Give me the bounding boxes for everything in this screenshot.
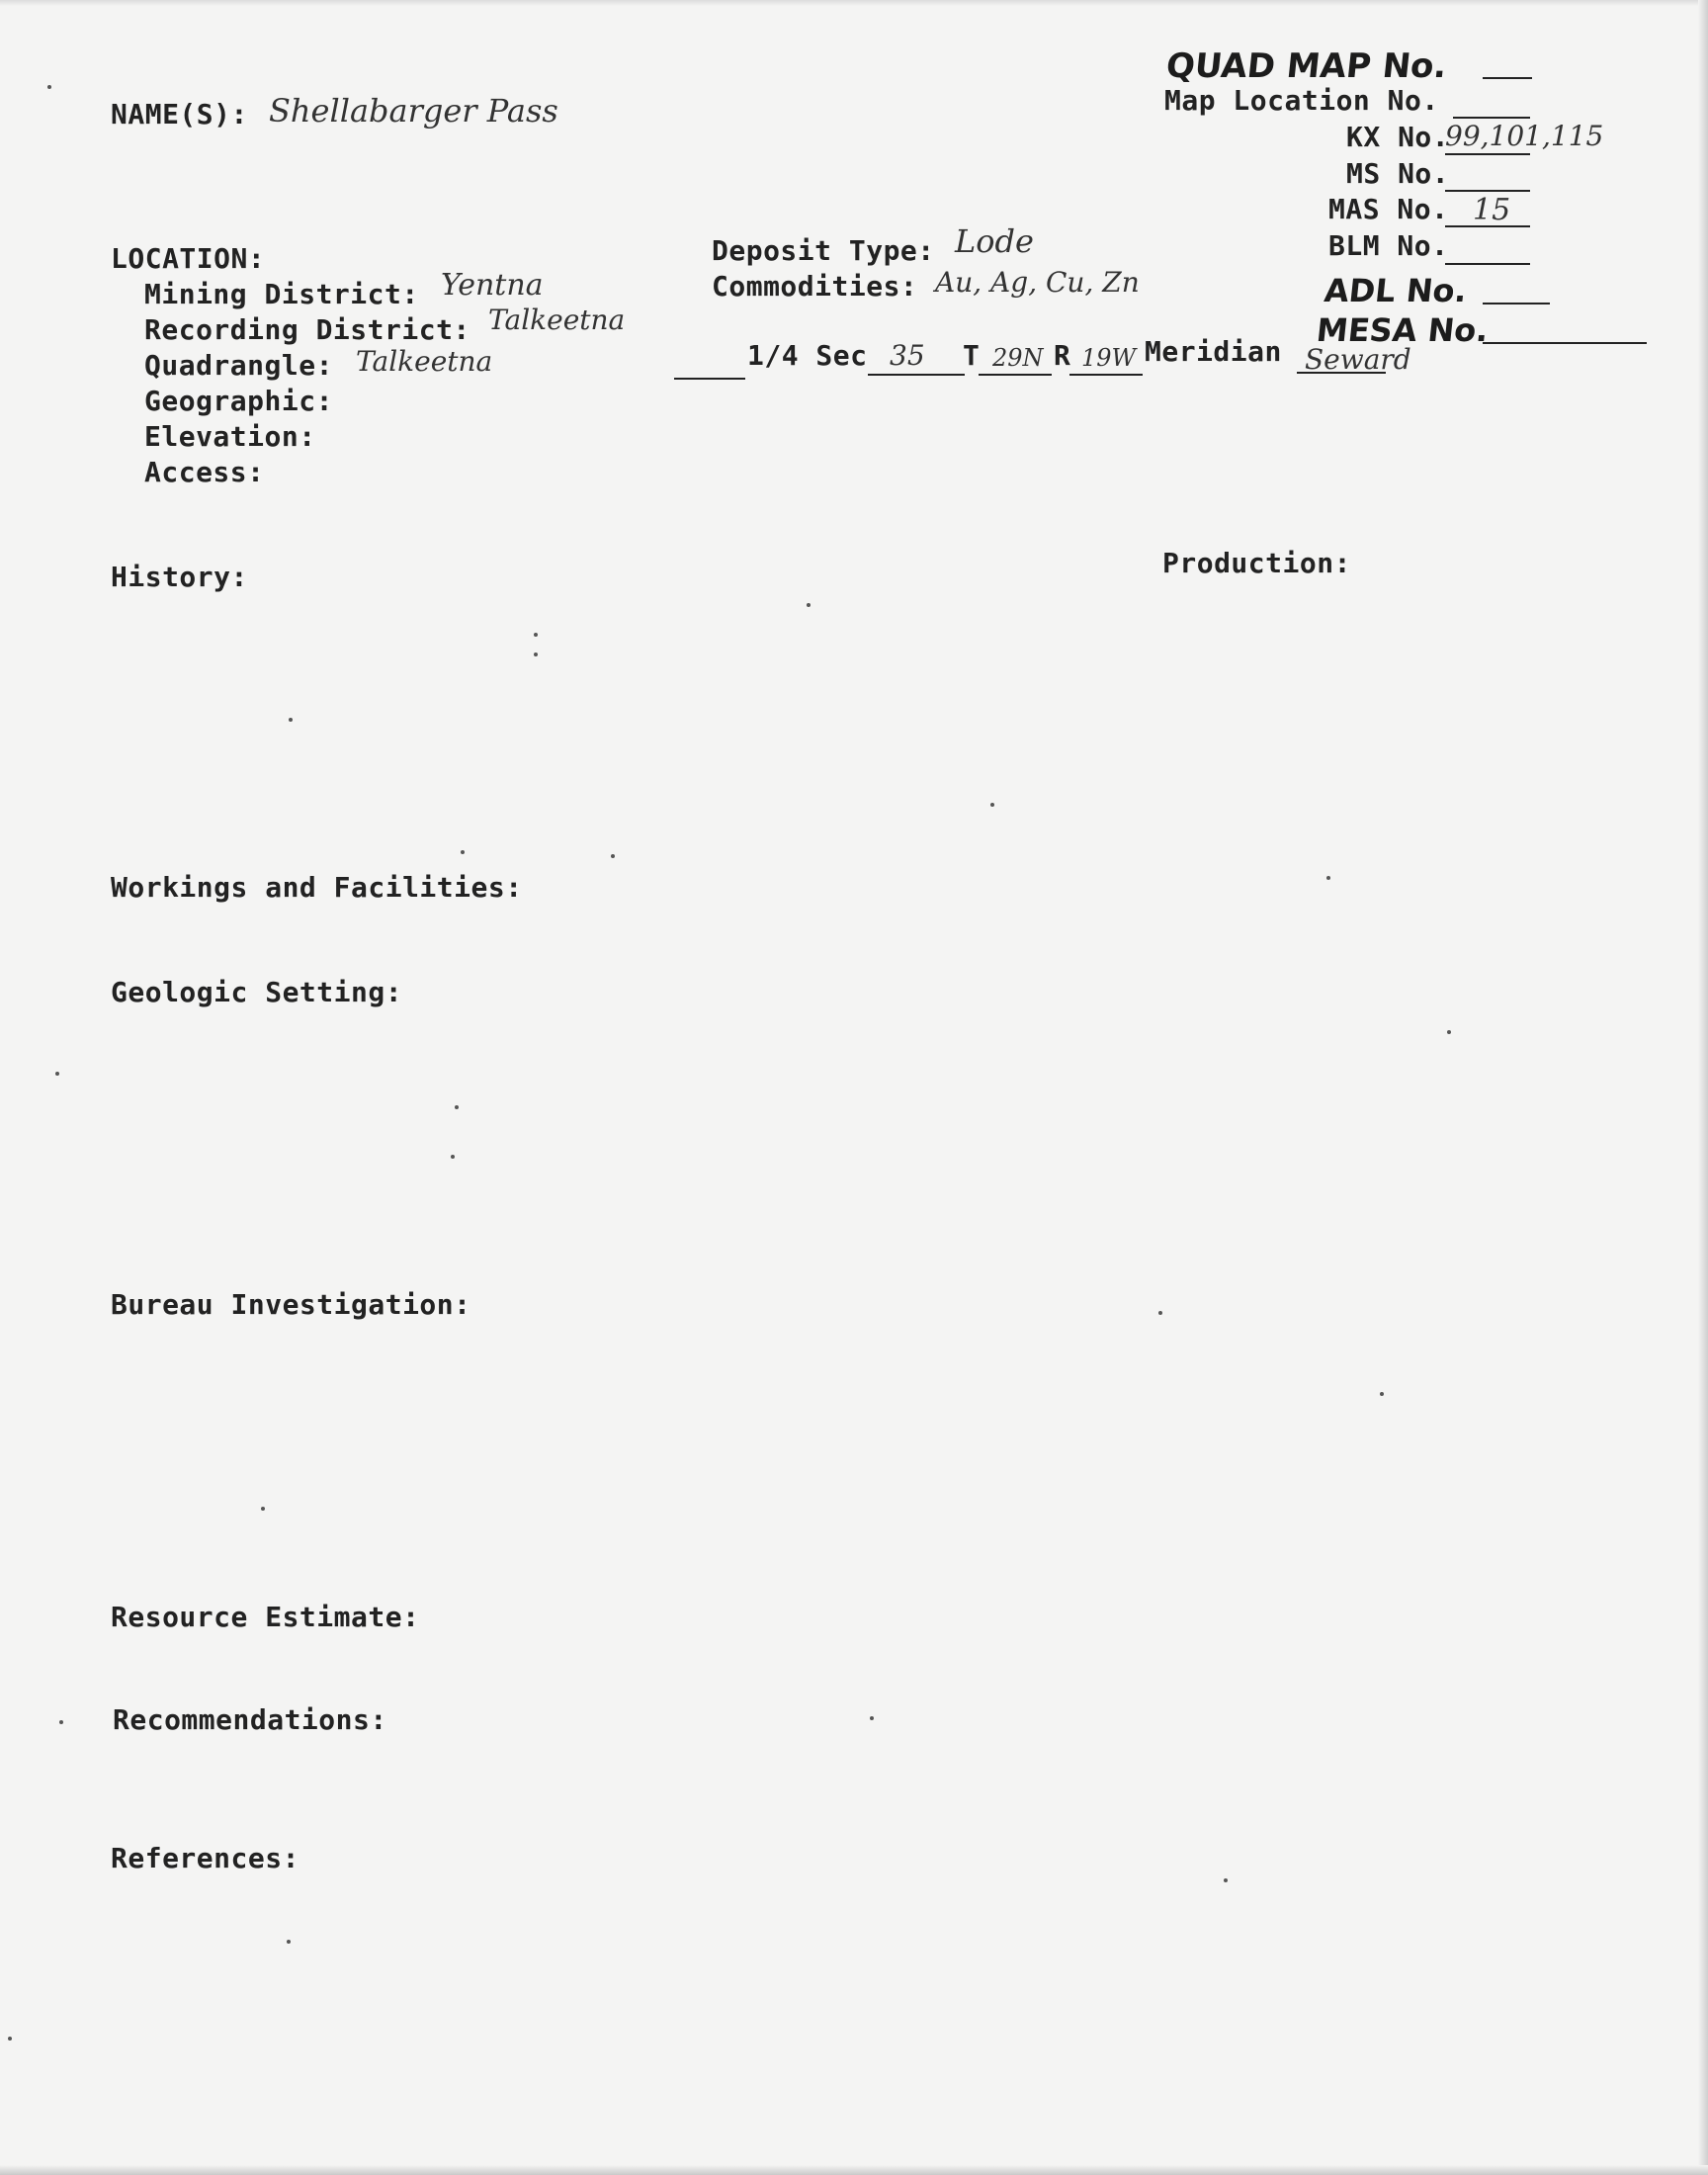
scan-speck [1326, 876, 1330, 880]
adl-label: ADL No. [1323, 272, 1469, 309]
commodities-value: Au, Ag, Cu, Zn [935, 266, 1140, 299]
history-heading: History: [111, 561, 248, 593]
quad-map-blank [1483, 77, 1532, 79]
quarter-blank [674, 378, 745, 380]
scan-speck [55, 1072, 59, 1076]
meridian-blank [1297, 372, 1386, 374]
quarter-sec-label: 1/4 Sec [747, 339, 868, 372]
scan-speck [59, 1720, 63, 1724]
quadrangle-label: Quadrangle: [144, 349, 333, 382]
scan-speck [611, 854, 615, 858]
scan-edge-right [1698, 0, 1708, 2175]
township-blank [979, 374, 1052, 376]
scan-speck [461, 850, 465, 854]
scan-speck [451, 1155, 455, 1159]
bureau-heading: Bureau Investigation: [111, 1288, 471, 1321]
scan-speck [289, 718, 293, 722]
recommendations-heading: Recommendations: [113, 1703, 387, 1736]
ms-label: MS No. [1346, 157, 1450, 190]
mesa-label: MESA No. [1315, 311, 1491, 349]
mesa-blank [1483, 342, 1647, 344]
resource-heading: Resource Estimate: [111, 1601, 420, 1633]
mining-district-label: Mining District: [144, 278, 419, 310]
geographic-label: Geographic: [144, 385, 333, 417]
scan-speck [8, 2037, 12, 2041]
range-blank [1069, 374, 1143, 376]
kx-label: KX No. [1346, 121, 1450, 153]
scan-speck [534, 652, 538, 656]
blm-label: BLM No. [1328, 229, 1449, 262]
scan-edge-top [0, 0, 1708, 6]
kx-blank [1445, 153, 1530, 155]
scan-edge-bottom [0, 2165, 1708, 2175]
elevation-label: Elevation: [144, 420, 316, 453]
production-heading: Production: [1162, 547, 1351, 579]
scan-speck [1447, 1030, 1451, 1034]
section-blank [868, 374, 965, 376]
scan-speck [455, 1105, 459, 1109]
names-label: NAME(S): [111, 98, 248, 130]
scan-speck [534, 633, 538, 637]
range-label: R [1054, 339, 1071, 372]
mas-blank [1445, 225, 1530, 227]
recording-district-value: Talkeetna [488, 304, 626, 336]
quad-map-label: QUAD MAP No. [1163, 46, 1449, 86]
workings-heading: Workings and Facilities: [111, 871, 523, 904]
recording-district-label: Recording District: [144, 313, 470, 346]
adl-blank [1483, 303, 1550, 304]
scan-speck [261, 1507, 265, 1511]
location-heading: LOCATION: [111, 242, 266, 275]
mas-label: MAS No. [1328, 193, 1449, 225]
quadrangle-value: Talkeetna [356, 345, 493, 378]
scan-speck [1158, 1311, 1162, 1315]
scan-speck [990, 803, 994, 807]
kx-value: 99,101,115 [1445, 120, 1604, 152]
scan-speck [1380, 1392, 1384, 1396]
deposit-type-value: Lode [955, 222, 1034, 260]
map-location-label: Map Location No. [1164, 84, 1439, 117]
blm-blank [1445, 263, 1530, 265]
deposit-type-label: Deposit Type: [712, 234, 935, 267]
access-label: Access: [144, 456, 265, 488]
scan-speck [287, 1940, 291, 1944]
section-value: 35 [890, 339, 925, 372]
meridian-label: Meridian [1145, 335, 1282, 368]
ms-blank [1445, 190, 1530, 192]
geologic-heading: Geologic Setting: [111, 976, 403, 1008]
map-location-blank [1453, 117, 1530, 119]
mas-value: 15 [1473, 193, 1511, 227]
commodities-label: Commodities: [712, 270, 918, 303]
scan-speck [1224, 1878, 1228, 1882]
meridian-value: Seward [1305, 343, 1411, 376]
mining-district-value: Yentna [441, 268, 544, 303]
names-value: Shellabarger Pass [269, 92, 558, 130]
township-label: T [963, 339, 981, 372]
township-value: 29N [992, 344, 1044, 372]
range-value: 19W [1081, 344, 1137, 372]
scan-speck [47, 85, 51, 89]
scan-speck [870, 1716, 874, 1720]
scan-speck [807, 603, 811, 607]
references-heading: References: [111, 1842, 299, 1874]
